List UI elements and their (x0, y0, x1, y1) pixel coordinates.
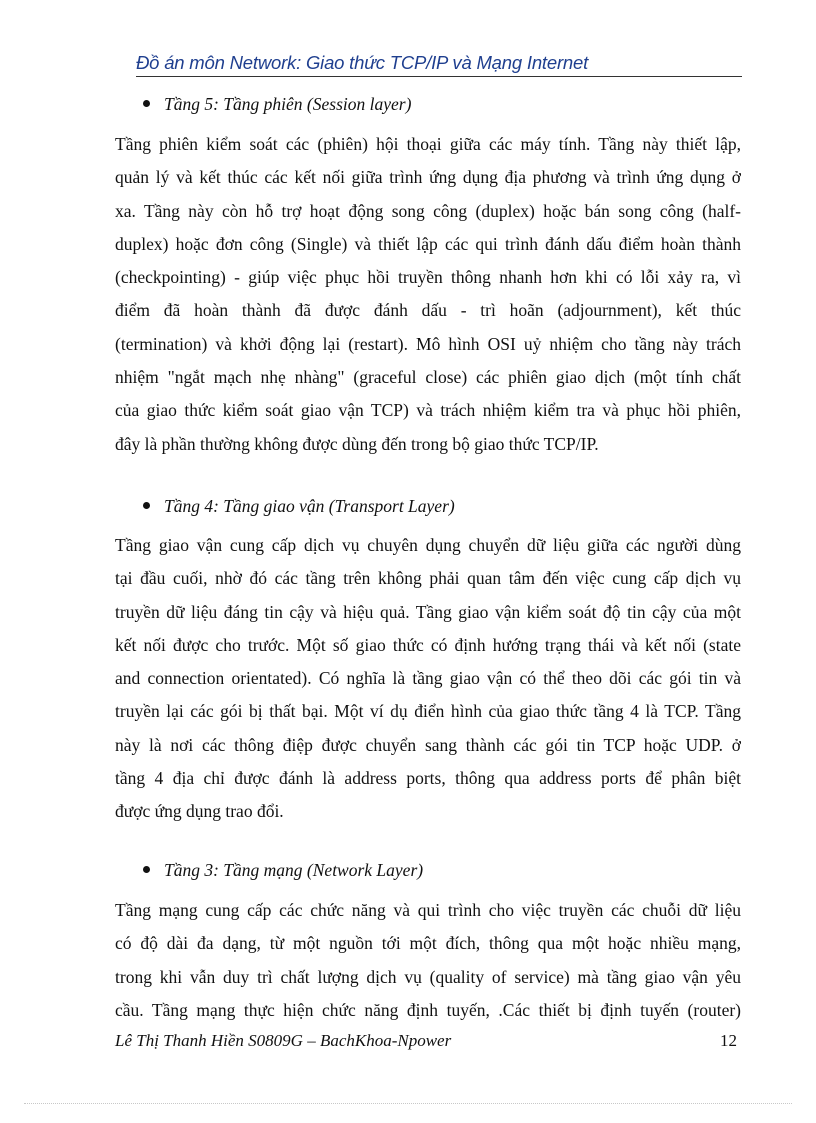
section-heading (143, 94, 411, 115)
paragraph-line: Tầng phiên kiểm soát các (phiên) hội thoại giữa các máy tính. Tầng này thiết lập, (115, 134, 741, 154)
header-title: Đồ án môn Network: Giao thức TCP/IP và Mạng Internet (136, 52, 589, 73)
section-heading-text: Tầng 5: Tầng phiên (Session layer) (164, 94, 412, 114)
paragraph-line: Tầng mạng cung cấp các chức năng và qui trình cho việc truyền các chuỗi dữ liệu (115, 900, 741, 920)
section-heading-text: Tầng 3: Tầng mạng (Network Layer) (164, 860, 424, 880)
paragraph-line: của giao thức kiểm soát giao vận TCP) và trách nhiệm kiểm tra và phục hồi phiên, (115, 400, 741, 421)
paragraph-line: có độ dài đa dạng, từ một nguồn tới một đích, thông qua một hoặc nhiều mạng, (115, 933, 741, 954)
paragraph-line: quản lý và kết thúc các kết nối giữa trình ứng dụng địa phương và trình ứng dụng ở (115, 167, 741, 188)
section-heading (143, 860, 423, 881)
bullet-icon (143, 866, 150, 873)
paragraph-line: truyền dữ liệu đáng tin cậy và hiệu quả. Tầng giao vận kiểm soát độ tin cậy của một (115, 601, 741, 622)
paragraph-line: (termination) và khởi động lại (restart). Mô hình OSI uỷ nhiệm cho tầng này trách (115, 333, 741, 354)
page-divider (24, 1103, 792, 1104)
paragraph-line: trong khi vẫn duy trì chất lượng dịch vụ (quality of service) mà tầng giao vận yêu (115, 966, 741, 987)
paragraph-line: and connection orientated). Có nghĩa là tầng giao vận có thể theo dõi các gói tin và (115, 668, 741, 689)
paragraph-line: duplex) hoặc đơn công (Single) và thiết lập các qui trình đánh dấu điểm hoàn thành (115, 233, 741, 254)
paragraph-line: đây là phần thường không được dùng đến trong bộ giao thức TCP/IP. (115, 433, 599, 454)
paragraph-line: xa. Tầng này còn hỗ trợ hoạt động song công (duplex) hoặc bán song công (half- (115, 200, 741, 221)
paragraph-line: (checkpointing) - giúp việc phục hồi truyền thông nhanh hơn khi có lỗi xảy ra, vì (115, 267, 741, 288)
section-paragraph (115, 529, 741, 829)
paragraph-line: tại đầu cuối, nhờ đó các tầng trên không phải quan tâm đến việc cung cấp dịch vụ (115, 568, 741, 589)
paragraph-line: điểm đã hoàn thành đã được đánh dấu - trì hoãn (adjournment), kết thúc (115, 300, 741, 321)
section-heading (143, 496, 455, 517)
paragraph-line: truyền lại các gói bị thất bại. Một ví dụ điển hình của giao thức tầng 4 là TCP. Tầng (115, 701, 741, 722)
section-paragraph (115, 894, 741, 1027)
paragraph-line: cầu. Tầng mạng thực hiện chức năng định tuyến, .Các thiết bị định tuyến (router) (115, 999, 741, 1020)
section-heading-text: Tầng 4: Tầng giao vận (Transport Layer) (164, 496, 455, 516)
footer-author: Lê Thị Thanh Hiền S0809G – BachKhoa-Npower (115, 1031, 452, 1050)
section-paragraph (115, 128, 741, 461)
paragraph-line: được ứng dụng trao đổi. (115, 801, 284, 822)
paragraph-line: kết nối được cho trước. Một số giao thức có định hướng trạng thái và kết nối (state (115, 634, 741, 655)
page-header (136, 52, 742, 77)
paragraph-line: Tầng giao vận cung cấp dịch vụ chuyên dụng chuyển dữ liệu giữa các người dùng (115, 535, 741, 555)
paragraph-line: này là nơi các thông điệp được chuyển sang thành các gói tin TCP hoặc UDP. ở (115, 734, 741, 755)
paragraph-line: tầng 4 địa chỉ được đánh là address ports, thông qua address ports để phân biệt (115, 768, 741, 789)
bullet-icon (143, 502, 150, 509)
paragraph-line: nhiệm "ngắt mạch nhẹ nhàng" (graceful close) các phiên giao dịch (một tính chất (115, 367, 741, 388)
page-number: 12 (720, 1031, 737, 1050)
bullet-icon (143, 100, 150, 107)
